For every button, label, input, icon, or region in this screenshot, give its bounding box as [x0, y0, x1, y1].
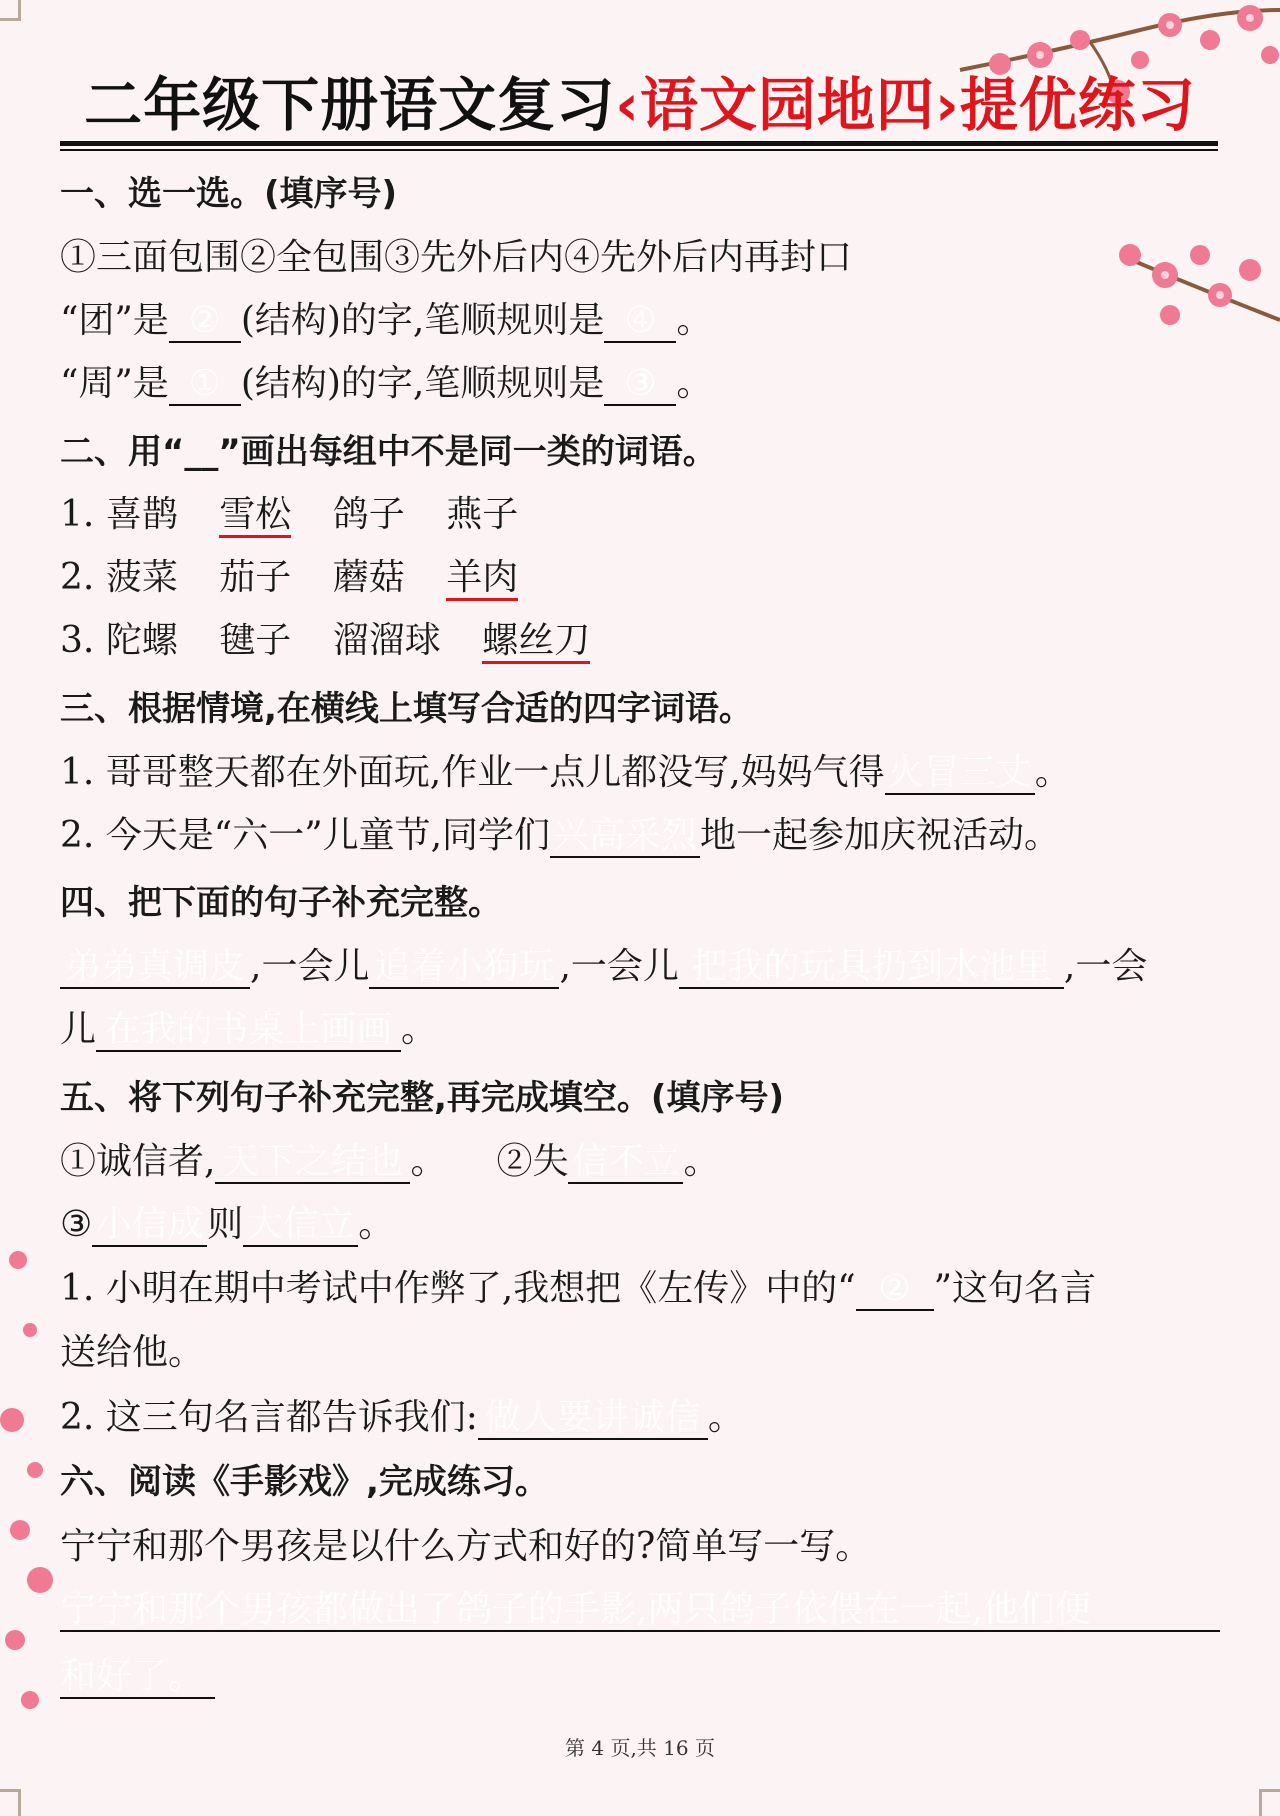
word-group-3 — [60, 619, 590, 664]
answer-blank[interactable]: 兴高采烈 — [550, 816, 700, 858]
q-text: 。 — [683, 1141, 720, 1182]
answer-blank[interactable]: 弟弟真调皮 — [60, 947, 250, 989]
answer-blank[interactable]: 小信成 — [92, 1205, 207, 1247]
word-group-1 — [60, 493, 518, 538]
q-text: ”这句名言 — [933, 1268, 1097, 1309]
section-5-heading: 五、将下列句子补充完整,再完成填空。(填序号) — [60, 1078, 784, 1118]
q-text: “周”是 — [60, 363, 169, 404]
q-text: ,一会 — [1063, 946, 1148, 987]
word: 燕子 — [446, 494, 519, 535]
section-6-answer-line-2 — [60, 1655, 215, 1699]
corner-ornament — [1259, 1789, 1280, 1816]
section-2-heading: 二、用“__”画出每组中不是同一类的词语。 — [60, 432, 717, 472]
word: 鸽子 — [332, 494, 405, 535]
section-4-sentence — [60, 945, 1147, 989]
page-title — [0, 58, 1280, 142]
q-text: ②失 — [496, 1141, 569, 1182]
answer-blank[interactable]: 和好了。 — [60, 1657, 215, 1699]
section-5-question-1 — [60, 1267, 1096, 1311]
word-underlined: 羊肉 — [446, 558, 518, 601]
word: 陀螺 — [105, 620, 178, 661]
section-1-question-1 — [60, 299, 712, 343]
cherry-blossom-petals-left — [0, 1240, 60, 1720]
answer-blank[interactable]: ② — [856, 1269, 934, 1311]
q-text: ③ — [60, 1204, 93, 1245]
section-6-answer-line-1 — [60, 1588, 1220, 1632]
q-text: 。 — [1034, 752, 1071, 793]
answer-blank[interactable]: 追着小狗玩 — [369, 947, 559, 989]
q-text: 。 — [358, 1204, 395, 1245]
section-4-heading: 四、把下面的句子补充完整。 — [60, 883, 502, 923]
cherry-blossom-branch-right — [1110, 225, 1280, 335]
word-group-2 — [60, 556, 518, 601]
q-text: 。 — [707, 1397, 744, 1438]
section-1-heading: 一、选一选。(填序号) — [60, 174, 398, 214]
answer-blank[interactable]: 火冒三丈 — [885, 753, 1035, 795]
answer-blank[interactable]: 把我的玩具扔到水池里 — [679, 947, 1064, 989]
section-1-options: ①三面包围②全包围③先外后内④先外后内再封口 — [60, 237, 853, 278]
q-text: 。 — [676, 300, 713, 341]
q-text: ,一会儿 — [250, 946, 370, 987]
q-text: (结构)的字,笔顺规则是 — [240, 300, 605, 341]
q-text: 2. 这三句名言都告诉我们: — [60, 1397, 478, 1438]
page-number: 第 4 页,共 16 页 — [565, 1736, 715, 1760]
answer-blank[interactable]: ② — [169, 301, 241, 343]
q-text: 。 — [410, 1141, 447, 1182]
word-underlined: 雪松 — [219, 495, 291, 538]
section-6-heading: 六、阅读《手影戏》,完成练习。 — [60, 1462, 549, 1502]
q-text: 。 — [676, 363, 713, 404]
word-underlined: 螺丝刀 — [482, 621, 590, 664]
corner-ornament — [0, 0, 21, 21]
q-text: 儿 — [60, 1009, 97, 1050]
q-text: 1. 小明在期中考试中作弊了,我想把《左传》中的“ — [60, 1268, 856, 1309]
q-text: “团”是 — [60, 300, 169, 341]
section-3-heading: 三、根据情境,在横线上填写合适的四字词语。 — [60, 689, 753, 729]
q-text: 。 — [401, 1009, 438, 1050]
word: 茄子 — [219, 557, 292, 598]
answer-blank[interactable]: 信不立 — [568, 1142, 683, 1184]
word: 毽子 — [219, 620, 292, 661]
answer-blank[interactable]: 宁宁和那个男孩都做出了鸽子的手影,两只鸽子依偎在一起,他们便 — [60, 1590, 1220, 1632]
section-1-question-2 — [60, 362, 712, 406]
section-6-question: 宁宁和那个男孩是以什么方式和好的?简单写一写。 — [60, 1526, 872, 1567]
corner-ornament — [0, 1789, 21, 1816]
q-text: 1. 哥哥整天都在外面玩,作业一点儿都没写,妈妈气得 — [60, 752, 885, 793]
title-divider — [60, 141, 1218, 146]
answer-blank[interactable]: ③ — [604, 364, 676, 406]
title-main: 二年级下册语文复习 — [84, 71, 616, 139]
section-5-proverbs-1 — [60, 1140, 720, 1184]
section-3-question-1 — [60, 751, 1071, 795]
item-number: 3. — [60, 620, 95, 661]
answer-blank[interactable]: 做人要讲诚信 — [478, 1398, 708, 1440]
q-text: 地一起参加庆祝活动。 — [700, 815, 1061, 856]
item-number: 1. — [60, 494, 95, 535]
section-5-proverbs-2 — [60, 1203, 394, 1247]
section-4-sentence-cont — [60, 1008, 437, 1052]
answer-blank[interactable]: 在我的书桌上画画 — [96, 1010, 401, 1052]
word: 蘑菇 — [332, 557, 405, 598]
q-text: ①诚信者, — [60, 1141, 216, 1182]
answer-blank[interactable]: ① — [169, 364, 241, 406]
answer-blank[interactable]: ④ — [604, 301, 676, 343]
answer-blank[interactable]: 天下之结也 — [215, 1142, 410, 1184]
word: 溜溜球 — [332, 620, 441, 661]
section-5-question-2 — [60, 1396, 744, 1440]
q-text: (结构)的字,笔顺规则是 — [240, 363, 605, 404]
title-divider-thin — [60, 149, 1218, 151]
title-highlight: ‹语文园地四›提优练习 — [615, 71, 1196, 139]
section-5-question-1-cont: 送给他。 — [60, 1332, 205, 1373]
answer-blank[interactable]: 大信立 — [243, 1205, 358, 1247]
q-text: 则 — [207, 1204, 244, 1245]
q-text: ,一会儿 — [559, 946, 679, 987]
section-3-question-2 — [60, 814, 1060, 858]
word: 喜鹊 — [105, 494, 178, 535]
q-text: 2. 今天是“六一”儿童节,同学们 — [60, 815, 551, 856]
word: 菠菜 — [105, 557, 178, 598]
item-number: 2. — [60, 557, 95, 598]
